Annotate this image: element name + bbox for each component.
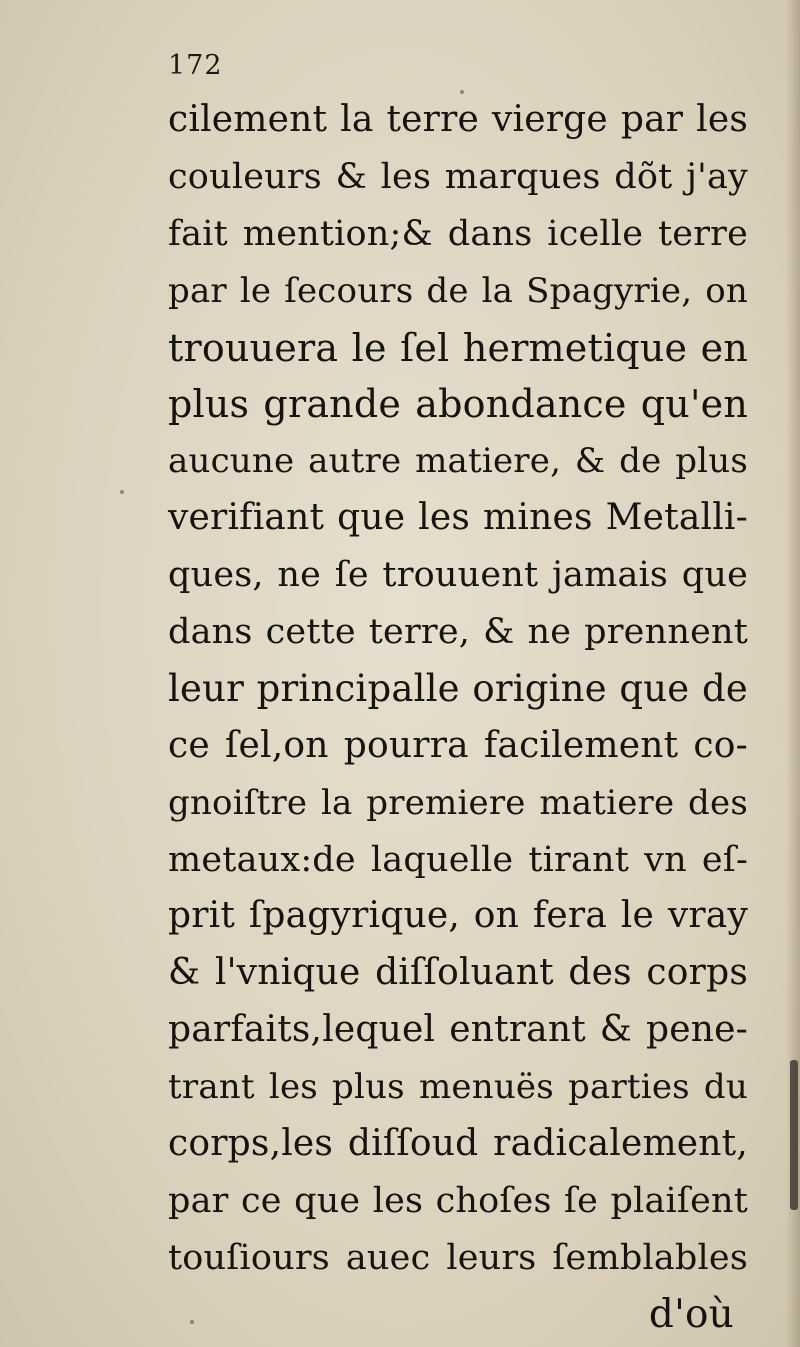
text-line: trouuera le ſel hermetique en bbox=[168, 325, 748, 370]
text-line: prit ſpagyrique, on fera le vray bbox=[168, 895, 748, 937]
text-line: & l'vnique diſſoluant des corps bbox=[168, 952, 748, 994]
text-line: trant les plus menuës parties du bbox=[168, 1067, 748, 1108]
text-line: parfaits,lequel entrant & pene- bbox=[168, 1009, 748, 1051]
text-line: touſiours auec leurs ſemblables bbox=[168, 1237, 748, 1278]
text-line: gnoiſtre la premiere matiere des bbox=[168, 782, 748, 823]
text-line: dans cette terre, & ne prennent bbox=[168, 612, 748, 653]
ink-speck bbox=[120, 490, 124, 494]
text-line: plus grande abondance qu'en bbox=[168, 382, 748, 427]
text-line: leur principalle origine que de bbox=[168, 666, 748, 710]
body-text bbox=[168, 92, 748, 1344]
text-line: ce ſel,on pourra facilement co- bbox=[168, 724, 748, 766]
text-line: aucune autre matiere, & de plus bbox=[168, 441, 748, 482]
page-number: 172 bbox=[168, 50, 223, 81]
text-line: metaux:de laquelle tirant vn eſ- bbox=[168, 839, 748, 880]
text-line: par le ſecours de la Spagyrie, on bbox=[168, 270, 748, 311]
text-line: cilement la terre vierge par les bbox=[168, 99, 748, 140]
text-line: fait mention;& dans icelle terre bbox=[168, 213, 748, 254]
catchword: d'où bbox=[648, 1291, 734, 1337]
text-line: corps,les diſſoud radicalement, bbox=[168, 1123, 748, 1165]
page-edge-tab bbox=[790, 1060, 798, 1210]
text-line: couleurs & les marques dõt j'ay bbox=[168, 156, 748, 197]
text-line: par ce que les choſes ſe plaiſent bbox=[168, 1180, 748, 1221]
text-line: verifiant que les mines Metalli- bbox=[168, 497, 748, 539]
text-line: ques, ne ſe trouuent jamais que bbox=[168, 555, 748, 596]
